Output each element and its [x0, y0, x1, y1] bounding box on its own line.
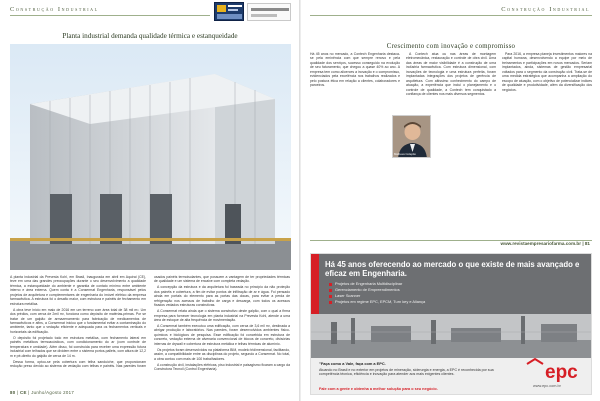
portrait-caption: Matheus Coleptto: [394, 152, 416, 156]
epc-url[interactable]: www.epc.com.br: [533, 384, 561, 388]
ad-service-list: [335, 281, 425, 305]
list-item: Projetos em regime EPC, EPCM, Turn key e Aliança: [335, 299, 426, 304]
page-number: 81: [584, 241, 590, 246]
ad-industrial-photo: [311, 314, 592, 334]
right-section-title: Construção Industrial: [501, 6, 590, 13]
right-page: [300, 0, 600, 401]
left-section-rule: [10, 15, 210, 16]
paragraph: Há 45 anos no mercado, a Contech Engenharia destaca-se pela eminência com que sempre renovo e pela qualidade dos serviços, sucesso conseguido na evolução de seu faturamento, que chegou a quase 40% ao ano. A empresa tem como alicerces a inovação e o compromisso, evidenciados pela excelência nos trabalhos realizados e pelo postura ética em relação a clientes, colaboradores e parceiros.: [310, 52, 400, 88]
epc-logo-text: epc: [545, 362, 578, 382]
article-headline: Crescimento com inovação e compromisso: [386, 43, 516, 50]
issue-date: Junho/Agosto 2017: [31, 390, 75, 395]
ad-call-to-action[interactable]: Fale com a gente e obtenha a melhor solução para o seu negócio.: [319, 387, 438, 391]
epc-logo[interactable]: [525, 358, 585, 382]
left-article-body: [10, 275, 290, 387]
right-section-rule: [310, 15, 592, 16]
paragraph: A planta industrial da Prevesta Kohl, em Brasil, Inaugurada em abril em Aquirai (CE), teve em uma das grandes preocupações durante o seu desenvolvimento a qualidade térmica, a estanqueidade do ambiente e garantia de contato mínimo entre ambiente interno e área externa. Quem conta é a Consermat Engenharia, responsável pelos projetos de arquitetura e complementares de engenharia do imóvel elétrico da empresa farmacêutica. A estrutura foi o desafio maior, com estrutura e painéis de fechamento em estrutura metálica.: [10, 275, 146, 306]
paragraph: Os projetos foram desenvolvidos na plataforma BIM, modelo tridimensional, facilitando, assim, a compatibilidade entre as disciplinas do projeto, segundo a Consermat. No total, a obra contou com mais de 100 trabalhadores.: [154, 347, 290, 361]
right-article-body: [310, 52, 592, 235]
paragraph: Para 2016, a empresa planeja investimentos maiores na capital humana, desenvolvendo a equipe por meio de treinamentos e participações em novos mercados. Seriam implantados, ainda, sistemas de gestão empresarial voltados para o segmento da construção civil. Trata-se de uma medida estratégica que acompanha a ampliação do escopo de atuação, com o objetivo de potencializar índices de qualidade e produtividade, além da diversificação dos negócios.: [502, 52, 592, 92]
ad-body-copy: [319, 362, 507, 377]
industrial-building-photo: [10, 44, 291, 270]
paragraph: A concepção da estrutura e da arquitetura foi baseada no princípio da não proteção dos painéis e cobertura, a fim de evitar pontos de infiltração de ar e água. Foi pensado ainda em portais do elemento para as portas das docas, para evitar a perda de refrigeração nos acessos de trabalho de carga e descarga, com todos os acessos fixados vedados estruturas construtivas.: [154, 285, 290, 308]
paragraph: A Consermat relata ainda que o sistema construtivo deste galpão, com o qual a firma empresa para fornecer tecnologia em planta industrial na Prevesta Kohl, atende a uma área de estoque de alta frequência de movimentação.: [154, 309, 290, 323]
sponsor-logo: [247, 3, 291, 21]
ad-headline: Há 45 anos oferecendo ao mercado o que existe de mais avançado e eficaz em Engenharia.: [325, 260, 580, 278]
list-item: Gerenciamento de Empreendimentos: [335, 287, 425, 293]
paragraph: A construção civil, instalações elétricas, piso industrial e paisagismo ficaram a cargo da Construtora Tecnoil (Control Engenharia).: [154, 362, 290, 372]
list-item: Laser Scanner: [335, 293, 425, 299]
list-item: Projetos de Engenharia Multidisciplinar: [335, 281, 425, 287]
ad-accent-stripe: [311, 254, 319, 314]
epc-advertisement[interactable]: [310, 253, 592, 395]
magazine-url-text: www.revistaempresariofarma.com.br: [500, 241, 582, 246]
ad-copy-lead: "Faça como a Vale, faça com a EPC.: [319, 361, 386, 366]
story-headline: Planta industrial demanda qualidade térmica e estanqueidade: [62, 32, 238, 40]
magazine-cover-thumbnail: [214, 2, 244, 21]
left-section-title: Construção Industrial: [10, 6, 99, 13]
paragraph: Dessa forma, optou-se pela cobertura com telha sanduíche, que proporcionam redução preso devido ao sistema de vedação com telhas e painéis. Nas paredes foram usados painéis termoisolantes, que possuem a vantagem de ter propriedades térmicas de qualidade e um sistema de encaixe com completa vedação.: [10, 275, 290, 369]
paragraph: A obra teve início em maio de 2016 em um terreno com área total de 38 mil m². Um dos prédios, com cerca de 2mil m², funciona como depósito de matérias-primas. Por se tratar de um galpão de armazenamento para fabricação de medicamentos de farmacêuticos e afins, a Consermat iniciou que o fundamental evitar a contaminação do ambiente, tanto que o vedação eficiente e adequada para os fechamentos verticais e horizontais da edificação.: [10, 307, 146, 334]
ad-copy-text: Atuando no Brasil e no exterior em projetos de mineração, siderurgia e energia, a EPC é reconhecida por sua competência técnica, eficiência e inovação para atender aos mais exigentes clientes.: [319, 367, 494, 376]
paragraph: A Consermat também executou uma edificação, com cerca de 3,6 mil m², destinada a abrigar produção e laboratórios. Nas paredes, foram desenvolvidos ambientes físico-químicos e biológicos de pesquisa. Esse edificação foi concebida em estrutura de concreto, vedação externa de alvenaria convencional de blocos de concreto, divisórias internas de drywall e cobertura de estrutura metálica e telhas térmicas de alumínio.: [154, 324, 290, 346]
magazine-name: CE: [19, 390, 27, 395]
page-number: 80: [10, 390, 16, 395]
paragraph: A Contech atua ou nas áreas de montagem eletromecânica, restauração e controle de obra civil. Uma das áreas de maior visibilidade é a construção de uma indústria farmacêutica. Com estrutura dimensional, com inovações de tecnologia e uma estrutura perfeita, foram implantadas integrações dos projetos de gerência de arquitetura. Com altíssimo conhecimento do campo de atuação, a experiência que inclui o planejamento e o controle de qualidade, a Contech tem conquistado a confiança de clientes nos mais diversos segmentos.: [406, 52, 496, 97]
magazine-url[interactable]: www.revistaempresariofarma.com.br | 81: [500, 241, 590, 246]
left-page-footer: 80 | CE | Junho/Agosto 2017: [10, 390, 75, 395]
paragraph: O depósito foi projetado todo em estrutura metálica, com fechamento lateral em painéis metálicos termoacústicos, com condicionamento do ar (com controle de temperatura e umidade). Além disso, foi construída para receber uma expressão futura industrial com telhados que se dividem entre o sistema portos-pallets, com altura de 12,2 m e pé-direito do galpão de cerca de 14 m.: [10, 335, 146, 358]
